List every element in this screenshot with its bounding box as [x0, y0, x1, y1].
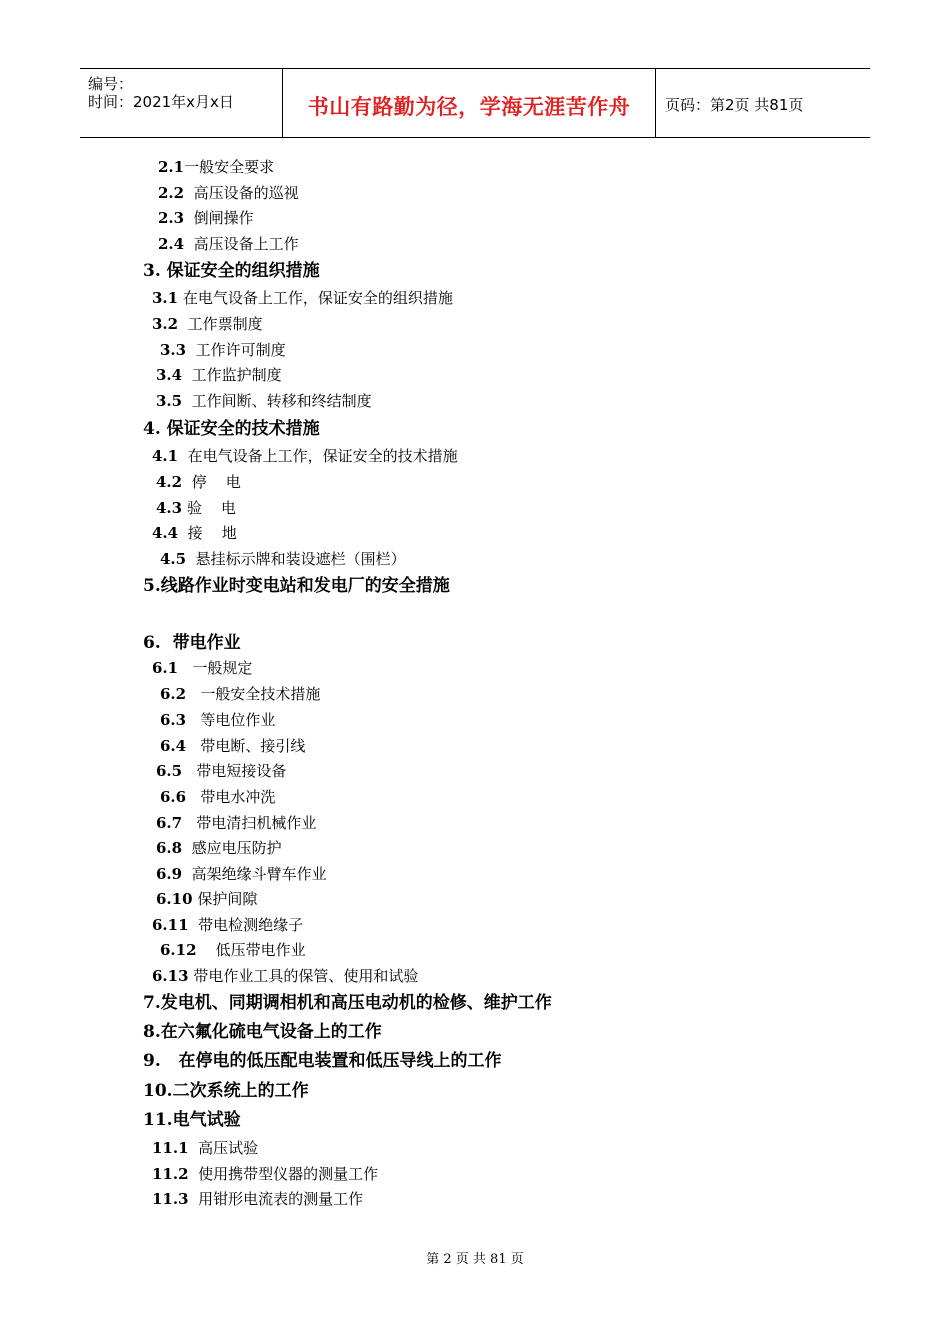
toc-entry-number: 11.3	[152, 1190, 189, 1208]
toc-entry-title: 发电机、同期调相机和高压电动机的检修、维护工作	[160, 993, 552, 1013]
document-number-label: 编号：	[88, 75, 134, 93]
toc-entry-number: 2.2	[158, 184, 185, 202]
header-info-cell	[80, 69, 282, 137]
toc-entry-number: 2.4	[158, 235, 185, 253]
toc-entry-number: 3.3	[160, 341, 187, 359]
toc-entry-title: 高压设备上工作	[184, 235, 299, 253]
document-date-label: 时间：2021年x月x日	[88, 93, 234, 111]
toc-entry-title: 带电水冲洗	[186, 788, 276, 806]
toc-entry-title: 一般安全要求	[184, 158, 275, 176]
toc-entry-title: 带电断、接引线	[186, 737, 306, 755]
toc-entry-title: 高压试验	[188, 1139, 259, 1157]
toc-entry-number: 6.1	[152, 659, 179, 677]
toc-subsection-entry	[160, 790, 275, 805]
toc-entry-number: 3.5	[156, 392, 183, 410]
toc-entry-title: 高架绝缘斗臂车作业	[182, 865, 327, 883]
toc-entry-number: 7.	[143, 993, 161, 1013]
toc-subsection-entry	[152, 661, 252, 676]
toc-entry-title: 带电检测绝缘子	[188, 916, 304, 934]
toc-section-entry	[143, 578, 450, 595]
toc-entry-title: 在停电的低压配电装置和低压导线上的工作	[160, 1051, 502, 1071]
toc-subsection-entry	[156, 764, 286, 779]
toc-entry-number: 10.	[143, 1081, 173, 1101]
header-page-cell	[655, 69, 870, 137]
toc-entry-number: 6.13	[152, 967, 189, 985]
toc-subsection-entry	[156, 501, 236, 516]
toc-entry-title: 工作监护制度	[182, 366, 282, 384]
toc-entry-number: 11.1	[152, 1139, 189, 1157]
toc-entry-number: 11.2	[152, 1165, 189, 1183]
toc-entry-title: 低压带电作业	[196, 941, 306, 959]
toc-entry-title: 带电短接设备	[182, 762, 287, 780]
toc-entry-number: 6.9	[156, 865, 183, 883]
toc-entry-number: 5.	[143, 576, 161, 596]
toc-entry-title: 线路作业时变电站和发电厂的安全措施	[160, 576, 450, 596]
toc-entry-title: 感应电压防护	[182, 839, 282, 857]
toc-entry-title: 接 地	[178, 524, 237, 542]
toc-subsection-entry	[152, 1141, 258, 1156]
toc-entry-title: 二次系统上的工作	[172, 1081, 309, 1101]
toc-subsection-entry	[160, 343, 286, 358]
toc-entry-title: 带电清扫机械作业	[182, 814, 317, 832]
toc-entry-number: 6.	[143, 633, 161, 653]
toc-section-entry	[143, 421, 320, 438]
toc-entry-title: 悬挂标示牌和装设遮栏（围栏）	[186, 550, 406, 568]
toc-entry-title: 电气试验	[172, 1110, 241, 1130]
toc-entry-title: 保护间隙	[192, 890, 258, 908]
toc-entry-title: 保证安全的组织措施	[160, 261, 320, 281]
toc-subsection-entry	[152, 969, 418, 984]
toc-entry-number: 3.4	[156, 366, 183, 384]
toc-section-entry	[143, 263, 320, 280]
toc-subsection-entry	[156, 394, 372, 409]
toc-entry-number: 11.	[143, 1110, 173, 1130]
toc-entry-number: 6.8	[156, 839, 183, 857]
toc-subsection-entry	[160, 552, 406, 567]
toc-entry-title: 工作许可制度	[186, 341, 286, 359]
toc-subsection-entry	[152, 526, 237, 541]
toc-subsection-entry	[156, 892, 257, 907]
toc-section-entry	[143, 1053, 502, 1070]
toc-entry-number: 2.1	[158, 158, 185, 176]
toc-entry-title: 在六氟化硫电气设备上的工作	[160, 1022, 382, 1042]
toc-entry-title: 高压设备的巡视	[184, 184, 299, 202]
toc-subsection-entry	[152, 1192, 363, 1207]
toc-subsection-entry	[160, 687, 320, 702]
toc-entry-title: 在电气设备上工作，保证安全的技术措施	[178, 447, 458, 465]
toc-subsection-entry	[160, 713, 275, 728]
toc-entry-title: 带电作业工具的保管、使用和试验	[188, 967, 419, 985]
toc-entry-title: 用钳形电流表的测量工作	[188, 1190, 364, 1208]
toc-subsection-entry	[156, 841, 282, 856]
toc-entry-number: 6.12	[160, 941, 197, 959]
toc-subsection-entry	[160, 943, 306, 958]
toc-subsection-entry	[158, 211, 254, 226]
toc-entry-number: 4.1	[152, 447, 179, 465]
toc-entry-number: 4.3	[156, 499, 183, 517]
header-page-code: 页码：第2页 共81页	[665, 96, 804, 114]
toc-section-entry	[143, 1024, 382, 1041]
header-motto: 书山有路勤为径，学海无涯苦作舟	[307, 95, 631, 119]
toc-entry-number: 6.2	[160, 685, 187, 703]
toc-entry-number: 4.5	[160, 550, 187, 568]
toc-subsection-entry	[152, 918, 303, 933]
toc-entry-title: 一般规定	[178, 659, 253, 677]
toc-entry-number: 3.	[143, 261, 161, 281]
toc-entry-number: 4.2	[156, 473, 183, 491]
toc-section-entry	[143, 635, 241, 652]
toc-subsection-entry	[158, 237, 299, 252]
toc-entry-title: 工作间断、转移和终结制度	[182, 392, 372, 410]
toc-entry-number: 6.3	[160, 711, 187, 729]
toc-subsection-entry	[152, 291, 453, 306]
toc-entry-title: 保证安全的技术措施	[160, 419, 320, 439]
toc-entry-number: 8.	[143, 1022, 161, 1042]
toc-entry-number: 4.4	[152, 524, 179, 542]
toc-entry-number: 6.11	[152, 916, 189, 934]
toc-entry-title: 工作票制度	[178, 315, 263, 333]
toc-entry-title: 一般安全技术措施	[186, 685, 321, 703]
toc-subsection-entry	[152, 449, 458, 464]
header-motto-cell	[282, 69, 656, 137]
toc-entry-title: 使用携带型仪器的测量工作	[188, 1165, 379, 1183]
toc-entry-number: 6.5	[156, 762, 183, 780]
toc-entry-title: 在电气设备上工作，保证安全的组织措施	[178, 289, 453, 307]
toc-entry-number: 9.	[143, 1051, 161, 1071]
toc-section-entry	[143, 995, 552, 1012]
page-header	[80, 68, 870, 138]
toc-section-entry	[143, 1112, 241, 1129]
toc-subsection-entry	[158, 160, 274, 175]
toc-entry-number: 6.10	[156, 890, 193, 908]
toc-subsection-entry	[156, 475, 241, 490]
toc-entry-title: 验 电	[182, 499, 236, 517]
toc-section-entry	[143, 1083, 309, 1100]
toc-entry-title: 倒闸操作	[184, 209, 254, 227]
toc-entry-title: 停 电	[182, 473, 241, 491]
toc-entry-number: 3.2	[152, 315, 179, 333]
toc-entry-number: 3.1	[152, 289, 179, 307]
toc-entry-number: 2.3	[158, 209, 185, 227]
toc-subsection-entry	[152, 317, 263, 332]
toc-subsection-entry	[156, 368, 282, 383]
toc-subsection-entry	[156, 816, 316, 831]
toc-entry-number: 6.4	[160, 737, 187, 755]
toc-entry-title: 带电作业	[160, 633, 241, 653]
toc-entry-number: 6.7	[156, 814, 183, 832]
toc-subsection-entry	[152, 1167, 378, 1182]
toc-subsection-entry	[158, 186, 299, 201]
toc-entry-number: 6.6	[160, 788, 187, 806]
toc-entry-number: 4.	[143, 419, 161, 439]
page-footer: 第 2 页 共 81 页	[426, 1252, 524, 1267]
toc-entry-title: 等电位作业	[186, 711, 276, 729]
toc-subsection-entry	[156, 867, 327, 882]
toc-subsection-entry	[160, 739, 305, 754]
